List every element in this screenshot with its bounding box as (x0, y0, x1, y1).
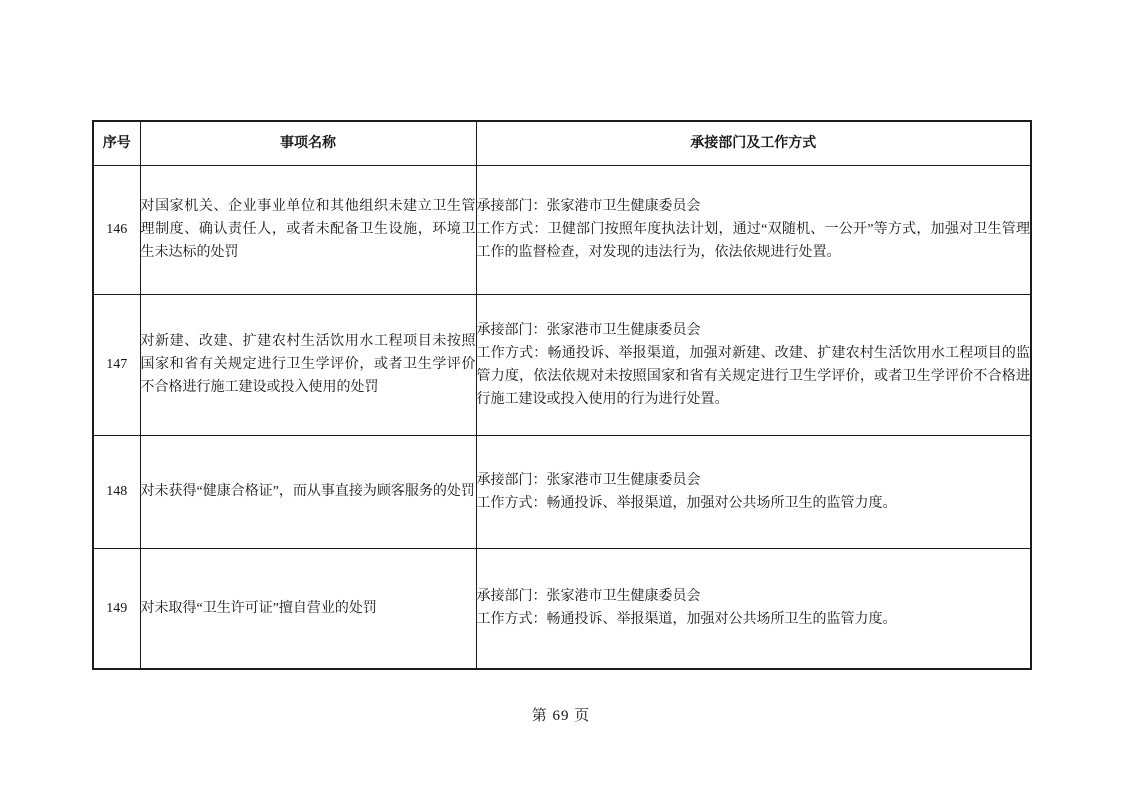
department-label: 承接部门： (476, 199, 547, 214)
method-line (477, 608, 1031, 631)
method-value: 卫健部门按照年度执法计划，通过“双随机、一公开”等方式，加强对卫生管理工作的监督检查，对发现的违法行为，依法依规进行处置。 (476, 222, 1030, 260)
method-line (477, 492, 1031, 515)
department-value: 张家港市卫生健康委员会 (546, 589, 701, 605)
method-label: 工作方式： (476, 495, 547, 511)
table-row (93, 435, 1031, 548)
table-row (93, 165, 1031, 294)
header-department-method: 承接部门及工作方式 (476, 121, 1031, 165)
department-value: 张家港市卫生健康委员会 (546, 472, 701, 488)
table-row (93, 294, 1031, 435)
header-item-name: 事项名称 (140, 121, 476, 165)
table-row (93, 548, 1031, 669)
row-detail (476, 165, 1031, 294)
department-value: 张家港市卫生健康委员会 (546, 322, 701, 338)
row-item-name: 对新建、改建、扩建农村生活饮用水工程项目未按照国家和省有关规定进行卫生学评价，或者卫生学评价不合格进行施工建设或投入使用的处罚 (140, 294, 476, 435)
row-item-name: 对未获得“健康合格证”，而从事直接为顾客服务的处罚 (140, 435, 476, 548)
row-seq: 149 (93, 548, 140, 669)
method-value: 畅通投诉、举报渠道，加强对公共场所卫生的监管力度。 (546, 612, 897, 628)
row-seq: 146 (93, 165, 140, 294)
row-detail (476, 294, 1031, 435)
header-seq: 序号 (93, 121, 140, 165)
department-line (477, 195, 1031, 218)
row-detail (476, 435, 1031, 548)
row-seq: 147 (93, 294, 140, 435)
department-line (477, 585, 1031, 608)
department-label: 承接部门： (476, 589, 547, 605)
method-value: 畅通投诉、举报渠道，加强对新建、改建、扩建农村生活饮用水工程项目的监管力度，依法依规对未按照国家和省有关规定进行卫生学评价，或者卫生学评价不合格进行施工建设或投入使用的行为进行处置。 (476, 345, 1031, 407)
items-table (92, 120, 1032, 670)
method-line (477, 218, 1031, 264)
method-value: 畅通投诉、举报渠道，加强对公共场所卫生的监管力度。 (546, 495, 897, 511)
row-item-name: 对国家机关、企业事业单位和其他组织未建立卫生管理制度、确认责任人，或者未配备卫生设施，环境卫生未达标的处罚 (140, 165, 476, 294)
method-label: 工作方式： (476, 612, 547, 628)
row-detail (476, 548, 1031, 669)
department-line (477, 319, 1031, 342)
row-seq: 148 (93, 435, 140, 548)
method-label: 工作方式： (476, 345, 548, 361)
department-label: 承接部门： (476, 472, 547, 488)
department-value: 张家港市卫生健康委员会 (546, 199, 701, 214)
method-line (477, 342, 1031, 411)
department-line (477, 469, 1031, 492)
method-label: 工作方式： (476, 222, 548, 237)
department-label: 承接部门： (476, 322, 547, 338)
row-item-name: 对未取得“卫生许可证”擅自营业的处罚 (140, 548, 476, 669)
table-header-row (93, 121, 1031, 165)
page-number: 第 69 页 (531, 708, 591, 724)
